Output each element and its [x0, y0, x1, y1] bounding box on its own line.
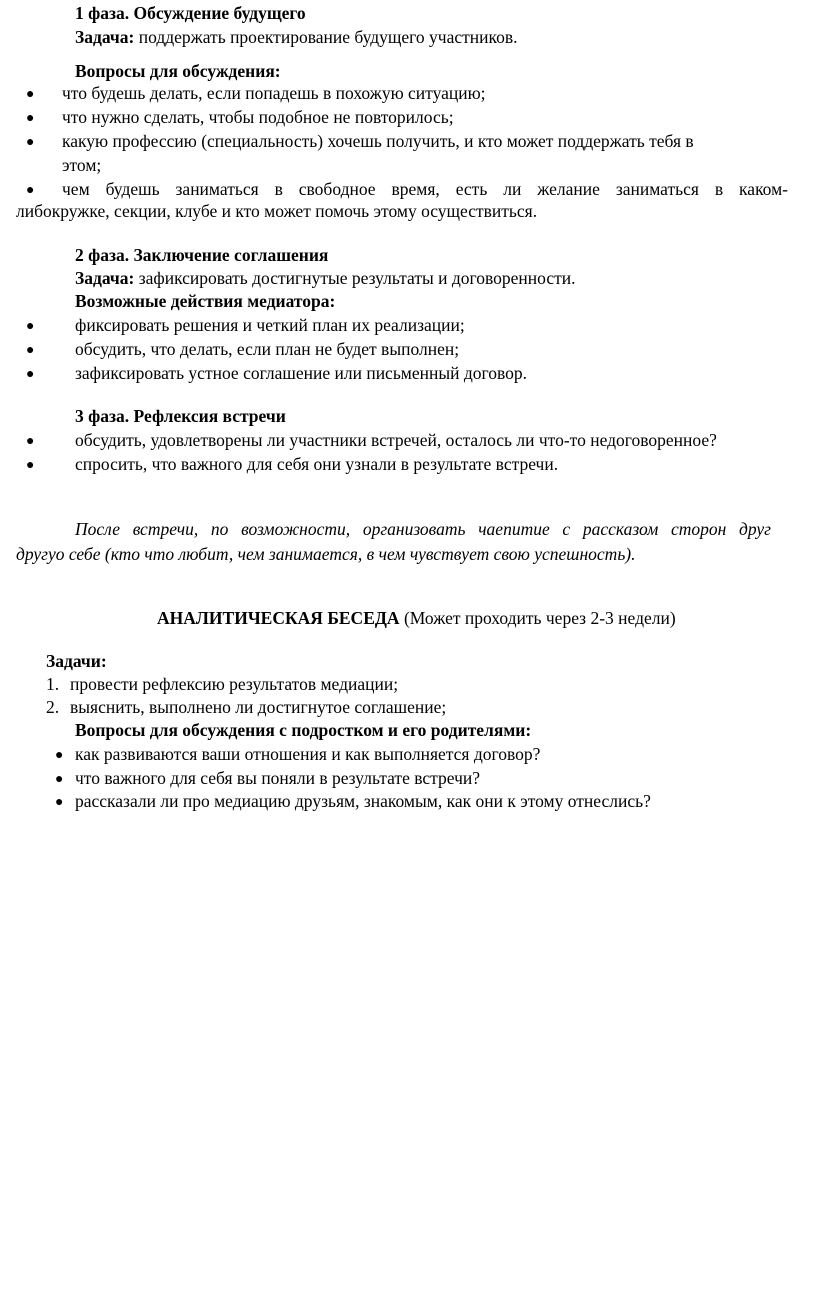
phase3-title: 3 фаза. Рефлексия встречи	[75, 406, 286, 426]
bullet-icon: ●	[26, 135, 35, 150]
bullet-icon: ●	[26, 343, 35, 358]
phase2-item-3: зафиксировать устное соглашение или письменный договор.	[75, 363, 528, 383]
phase2-task-text: зафиксировать достигнутые результаты и договоренности.	[134, 268, 576, 288]
bullet-icon: ●	[26, 434, 35, 449]
after-meeting-line2: другуо себе (кто что любит, чем занимается, в чем чувствует свою успешность).	[16, 544, 636, 564]
phase2-task-label: Задача:	[75, 268, 135, 288]
bullet-icon: ●	[26, 183, 35, 198]
analytic-task-1-num: 1.	[46, 674, 60, 694]
phase2-item-1: фиксировать решения и четкий план их реализации;	[75, 315, 465, 335]
analytic-questions-label: Вопросы для обсуждения с подростком и его родителями:	[75, 720, 532, 740]
analytic-question-1: как развиваются ваши отношения и как выполняется договор?	[75, 744, 541, 764]
phase2-actions-label: Возможные действия медиатора:	[75, 291, 336, 311]
bullet-icon: ●	[55, 748, 64, 763]
phase1-item-2: что нужно сделать, чтобы подобное не повторилось;	[62, 107, 454, 127]
bullet-icon: ●	[26, 87, 35, 102]
analytic-question-3: рассказали ли про медиацию друзьям, знакомым, как они к этому отнеслись?	[75, 791, 651, 811]
phase1-task-text: поддержать проектирование будущего участников.	[134, 27, 518, 47]
analytic-question-2: что важного для себя вы поняли в результате встречи?	[75, 768, 481, 788]
bullet-icon: ●	[55, 772, 64, 787]
bullet-icon: ●	[26, 111, 35, 126]
phase2-item-2: обсудить, что делать, если план не будет выполнен;	[75, 339, 460, 359]
phase1-item-4-cont: либокружке, секции, клубе и кто может помочь этому осуществиться.	[16, 201, 538, 221]
phase3-item-2: спросить, что важного для себя они узнали в результате встречи.	[75, 454, 559, 474]
analytic-subtitle: (Может проходить через 2-3 недели)	[399, 608, 676, 628]
analytic-task-1: провести рефлексию результатов медиации;	[70, 674, 399, 694]
phase1-title: 1 фаза. Обсуждение будущего	[75, 3, 306, 23]
phase1-item-3-cont: этом;	[62, 155, 102, 175]
bullet-icon: ●	[26, 319, 35, 334]
phase1-task	[75, 26, 517, 49]
phase1-task-label: Задача:	[75, 27, 135, 47]
phase1-item-4: чем будешь заниматься в свободное время, есть ли желание заниматься в каком-	[62, 179, 788, 199]
bullet-icon: ●	[55, 795, 64, 810]
phase1-item-3: какую профессию (специальность) хочешь получить, и кто может поддержать тебя в	[62, 131, 694, 151]
phase3-item-1: обсудить, удовлетворены ли участники встречей, осталось ли что-то недоговоренное?	[75, 430, 717, 450]
analytic-heading	[157, 607, 676, 630]
phase1-item-1: что будешь делать, если попадешь в похожую ситуацию;	[62, 83, 486, 103]
analytic-task-2: выяснить, выполнено ли достигнутое соглашение;	[70, 697, 447, 717]
phase2-title: 2 фаза. Заключение соглашения	[75, 245, 329, 265]
phase2-task	[75, 267, 576, 290]
bullet-icon: ●	[26, 458, 35, 473]
analytic-title: АНАЛИТИЧЕСКАЯ БЕСЕДА	[157, 608, 400, 628]
after-meeting-line1: После встречи, по возможности, организовать чаепитие с рассказом сторон друг	[75, 519, 771, 539]
bullet-icon: ●	[26, 367, 35, 382]
analytic-task-2-num: 2.	[46, 697, 60, 717]
phase1-questions-label: Вопросы для обсуждения:	[75, 61, 281, 81]
analytic-tasks-label: Задачи:	[46, 651, 107, 671]
